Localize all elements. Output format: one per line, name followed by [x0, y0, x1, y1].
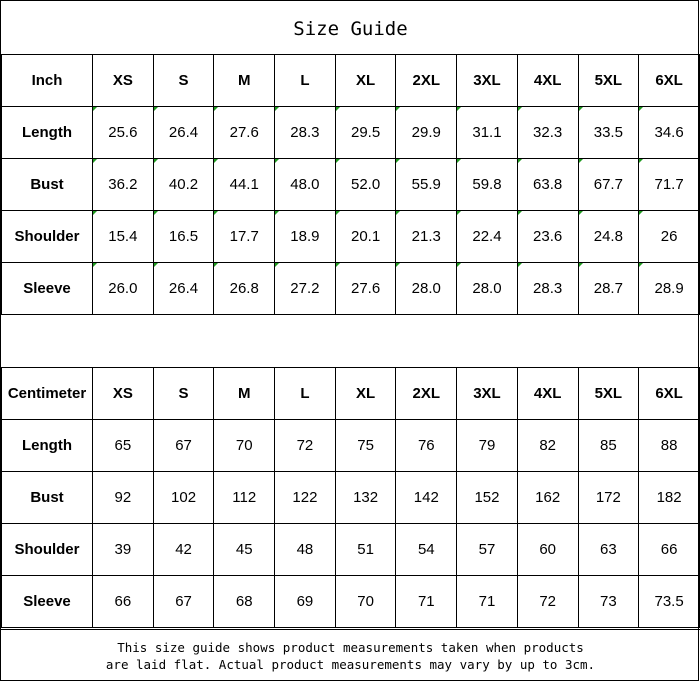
size-column-header: 3XL: [457, 55, 518, 107]
measurement-cell: 76: [396, 420, 457, 472]
measurement-cell: 42: [153, 524, 214, 576]
size-column-header: 4XL: [517, 368, 578, 420]
measurement-cell: 28.0: [396, 263, 457, 315]
measurement-cell: 28.7: [578, 263, 639, 315]
measurement-cell: 75: [335, 420, 396, 472]
measurement-cell: 23.6: [517, 211, 578, 263]
measurement-cell: 26.0: [93, 263, 154, 315]
measurement-cell: 28.0: [457, 263, 518, 315]
measurement-cell: 112: [214, 472, 275, 524]
measurement-cell: 72: [517, 576, 578, 628]
measurement-cell: 48: [275, 524, 336, 576]
size-column-header: 2XL: [396, 368, 457, 420]
measurement-row: [2, 420, 700, 472]
measurement-cell: 34.6: [639, 107, 700, 159]
measurement-cell: 67: [153, 420, 214, 472]
measurement-cell: 26.8: [214, 263, 275, 315]
measurement-cell: 63.8: [517, 159, 578, 211]
measurement-cell: 122: [275, 472, 336, 524]
measurement-cell: 71: [396, 576, 457, 628]
measurement-cell: 22.4: [457, 211, 518, 263]
measurement-cell: 82: [517, 420, 578, 472]
inch-size-table: [1, 54, 700, 315]
row-label: Bust: [2, 159, 93, 211]
measurement-cell: 73: [578, 576, 639, 628]
measurement-cell: 65: [93, 420, 154, 472]
size-column-header: 3XL: [457, 368, 518, 420]
size-header-row: [2, 55, 700, 107]
measurement-cell: 54: [396, 524, 457, 576]
measurement-row: [2, 107, 700, 159]
measurement-cell: 27.6: [335, 263, 396, 315]
measurement-cell: 40.2: [153, 159, 214, 211]
measurement-cell: 85: [578, 420, 639, 472]
measurement-cell: 26: [639, 211, 700, 263]
measurement-cell: 26.4: [153, 107, 214, 159]
size-column-header: 5XL: [578, 55, 639, 107]
size-column-header: L: [275, 55, 336, 107]
size-column-header: L: [275, 368, 336, 420]
size-column-header: XS: [93, 368, 154, 420]
size-column-header: 6XL: [639, 55, 700, 107]
measurement-cell: 70: [335, 576, 396, 628]
measurement-cell: 45: [214, 524, 275, 576]
measurement-cell: 71.7: [639, 159, 700, 211]
measurement-cell: 142: [396, 472, 457, 524]
measurement-cell: 67: [153, 576, 214, 628]
measurement-cell: 60: [517, 524, 578, 576]
measurement-cell: 69: [275, 576, 336, 628]
measurement-cell: 28.3: [275, 107, 336, 159]
measurement-cell: 32.3: [517, 107, 578, 159]
measurement-note: [1, 629, 700, 682]
measurement-cell: 92: [93, 472, 154, 524]
measurement-cell: 52.0: [335, 159, 396, 211]
measurement-cell: 132: [335, 472, 396, 524]
page-title: Size Guide: [293, 17, 408, 40]
measurement-cell: 66: [93, 576, 154, 628]
size-column-header: 2XL: [396, 55, 457, 107]
measurement-cell: 33.5: [578, 107, 639, 159]
measurement-cell: 26.4: [153, 263, 214, 315]
centimeter-size-table: [1, 367, 700, 628]
measurement-row: [2, 524, 700, 576]
measurement-cell: 63: [578, 524, 639, 576]
measurement-cell: 73.5: [639, 576, 700, 628]
measurement-cell: 57: [457, 524, 518, 576]
measurement-cell: 25.6: [93, 107, 154, 159]
size-column-header: S: [153, 368, 214, 420]
measurement-cell: 20.1: [335, 211, 396, 263]
row-label: Shoulder: [2, 211, 93, 263]
measurement-row: [2, 576, 700, 628]
measurement-row: [2, 472, 700, 524]
unit-label: Centimeter: [2, 368, 93, 420]
size-column-header: S: [153, 55, 214, 107]
measurement-row: [2, 263, 700, 315]
table-spacer: [1, 315, 700, 367]
size-column-header: 5XL: [578, 368, 639, 420]
measurement-cell: 71: [457, 576, 518, 628]
size-column-header: M: [214, 55, 275, 107]
row-label: Sleeve: [2, 576, 93, 628]
measurement-cell: 28.3: [517, 263, 578, 315]
row-label: Sleeve: [2, 263, 93, 315]
measurement-cell: 31.1: [457, 107, 518, 159]
size-column-header: XL: [335, 55, 396, 107]
measurement-cell: 152: [457, 472, 518, 524]
measurement-cell: 39: [93, 524, 154, 576]
measurement-cell: 182: [639, 472, 700, 524]
measurement-cell: 27.6: [214, 107, 275, 159]
row-label: Length: [2, 107, 93, 159]
size-column-header: 4XL: [517, 55, 578, 107]
measurement-cell: 18.9: [275, 211, 336, 263]
measurement-cell: 44.1: [214, 159, 275, 211]
row-label: Bust: [2, 472, 93, 524]
measurement-cell: 24.8: [578, 211, 639, 263]
measurement-cell: 55.9: [396, 159, 457, 211]
unit-label: Inch: [2, 55, 93, 107]
row-label: Length: [2, 420, 93, 472]
measurement-cell: 15.4: [93, 211, 154, 263]
measurement-cell: 17.7: [214, 211, 275, 263]
measurement-cell: 29.9: [396, 107, 457, 159]
measurement-cell: 70: [214, 420, 275, 472]
measurement-cell: 172: [578, 472, 639, 524]
measurement-cell: 36.2: [93, 159, 154, 211]
measurement-row: [2, 159, 700, 211]
measurement-cell: 51: [335, 524, 396, 576]
measurement-row: [2, 211, 700, 263]
measurement-cell: 59.8: [457, 159, 518, 211]
note-line-1: This size guide shows product measurements taken when products: [117, 640, 584, 655]
size-header-row: [2, 368, 700, 420]
measurement-cell: 27.2: [275, 263, 336, 315]
measurement-cell: 79: [457, 420, 518, 472]
measurement-cell: 48.0: [275, 159, 336, 211]
note-line-2: are laid flat. Actual product measurements may vary by up to 3cm.: [105, 657, 596, 672]
row-label: Shoulder: [2, 524, 93, 576]
size-column-header: M: [214, 368, 275, 420]
measurement-cell: 68: [214, 576, 275, 628]
measurement-cell: 72: [275, 420, 336, 472]
measurement-cell: 102: [153, 472, 214, 524]
measurement-cell: 66: [639, 524, 700, 576]
size-column-header: XS: [93, 55, 154, 107]
measurement-cell: 28.9: [639, 263, 700, 315]
size-column-header: 6XL: [639, 368, 700, 420]
measurement-cell: 21.3: [396, 211, 457, 263]
size-column-header: XL: [335, 368, 396, 420]
measurement-cell: 88: [639, 420, 700, 472]
measurement-cell: 29.5: [335, 107, 396, 159]
measurement-cell: 16.5: [153, 211, 214, 263]
measurement-cell: 67.7: [578, 159, 639, 211]
measurement-cell: 162: [517, 472, 578, 524]
